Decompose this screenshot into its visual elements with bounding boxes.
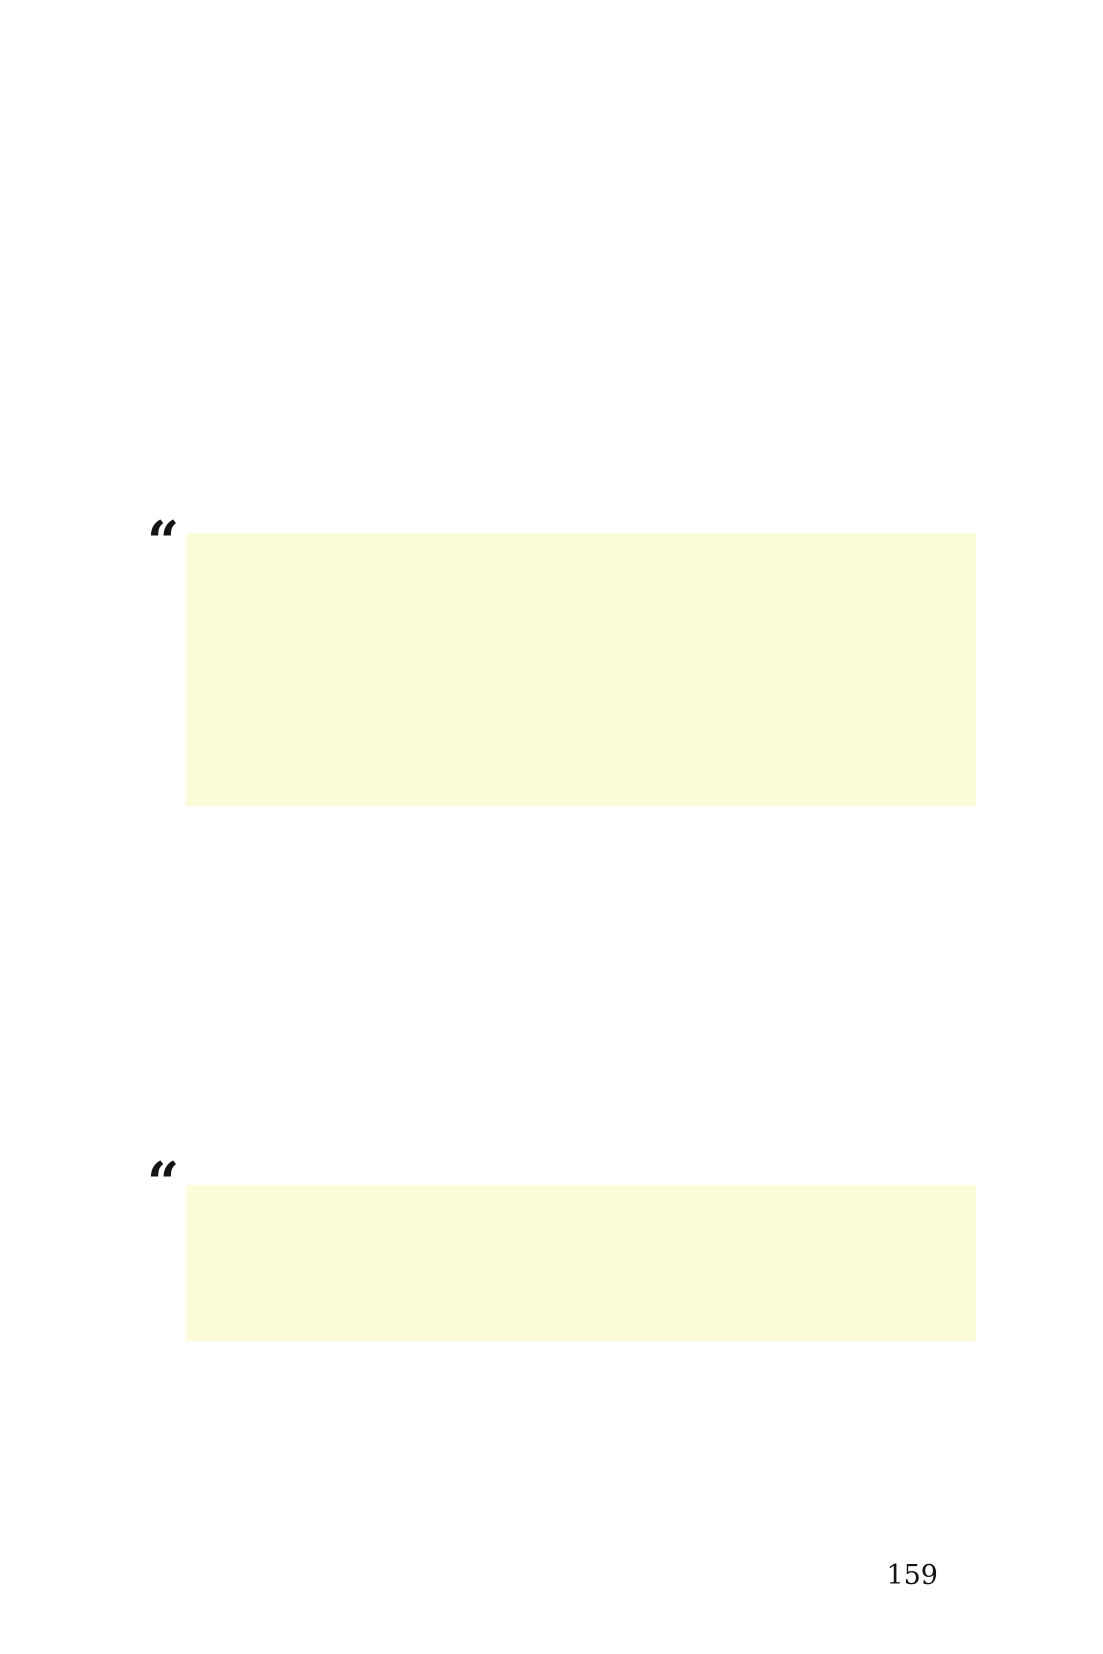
- block-quote-1: [186, 533, 976, 806]
- quote-1-line: [186, 728, 976, 767]
- quote-1-line: [186, 611, 976, 650]
- quote-1-line: [186, 689, 976, 728]
- block-quote-2: [186, 1185, 976, 1341]
- quote-1-line: [186, 572, 976, 611]
- quote-1-line: [186, 650, 976, 689]
- quote-mark-1: “: [147, 509, 180, 575]
- quote-mark-2: “: [147, 1150, 180, 1216]
- quote-2-line: [186, 1263, 976, 1302]
- quote-2-line: [186, 1224, 976, 1263]
- page-number: 159: [886, 1560, 938, 1591]
- paragraph-1: [120, 210, 982, 251]
- quote-2-line: [186, 1302, 976, 1341]
- quote-2-line: [186, 1185, 976, 1224]
- quote-1-line: [186, 533, 976, 572]
- quote-1-line: [186, 767, 976, 806]
